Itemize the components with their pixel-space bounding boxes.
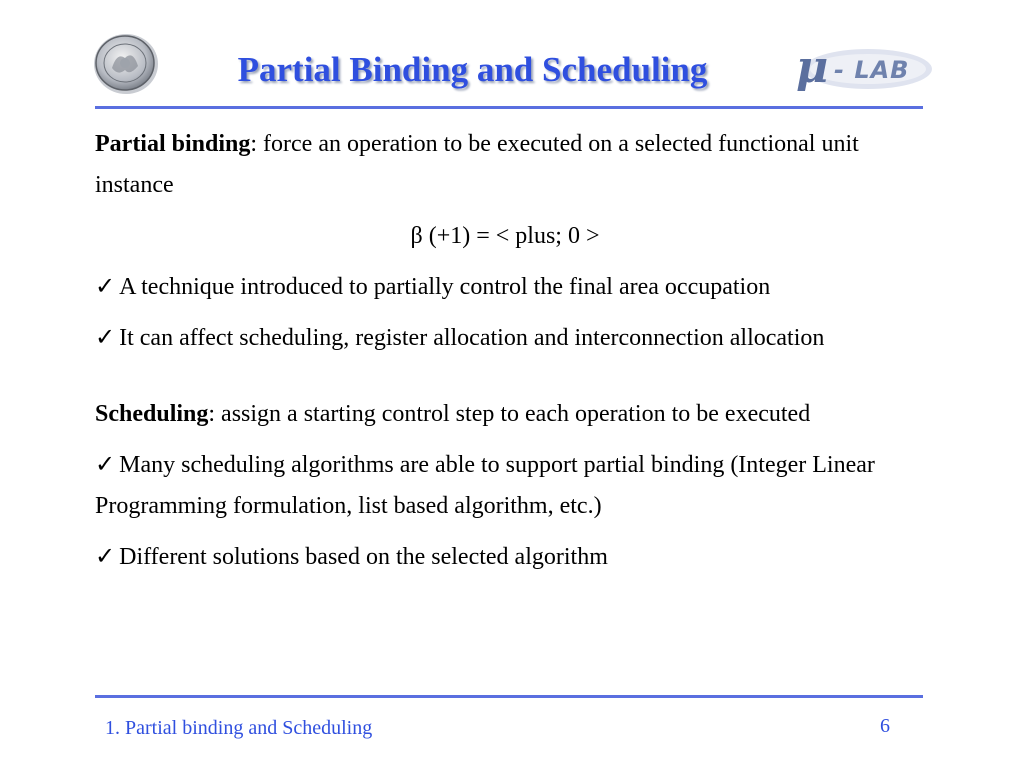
partial-binding-definition — [95, 124, 915, 206]
scheduling-definition — [95, 394, 915, 435]
footer-section-label: 1. Partial binding and Scheduling — [105, 717, 373, 739]
slide-body — [95, 124, 915, 578]
bullet-text: Many scheduling algorithms are able to support partial binding (Integer Linear Programming formulation, list based algorithm, etc.) — [95, 452, 875, 519]
scheduling-term: Scheduling — [95, 401, 209, 427]
checkmark-icon: ✓ — [95, 274, 116, 300]
mu-lab-logo — [790, 40, 935, 95]
title-divider — [95, 106, 923, 109]
page-number: 6 — [880, 715, 890, 737]
slide-title: Partial Binding and Scheduling — [237, 50, 708, 89]
scheduling-text: : assign a starting control step to each operation to be executed — [208, 401, 811, 427]
partial-binding-text: : force an operation to be executed on a selected functional unit instance — [95, 131, 859, 198]
footer-divider — [95, 695, 923, 698]
bullet-item — [95, 445, 915, 527]
bullet-item — [95, 537, 915, 578]
bullet-text: It can affect scheduling, register allocation and interconnection allocation — [119, 325, 825, 351]
checkmark-icon: ✓ — [95, 452, 116, 478]
bullet-item — [95, 267, 915, 308]
checkmark-icon: ✓ — [95, 325, 116, 351]
bullet-text: Different solutions based on the selected algorithm — [119, 544, 608, 570]
svg-text:- LAB: - LAB — [834, 56, 910, 84]
bullet-item — [95, 318, 915, 359]
bullet-text: A technique introduced to partially control the final area occupation — [119, 274, 771, 300]
binding-formula: β (+1) = < plus; 0 > — [410, 223, 600, 249]
partial-binding-term: Partial binding — [95, 131, 251, 157]
checkmark-icon: ✓ — [95, 544, 116, 570]
svg-text:μ: μ — [796, 42, 829, 93]
